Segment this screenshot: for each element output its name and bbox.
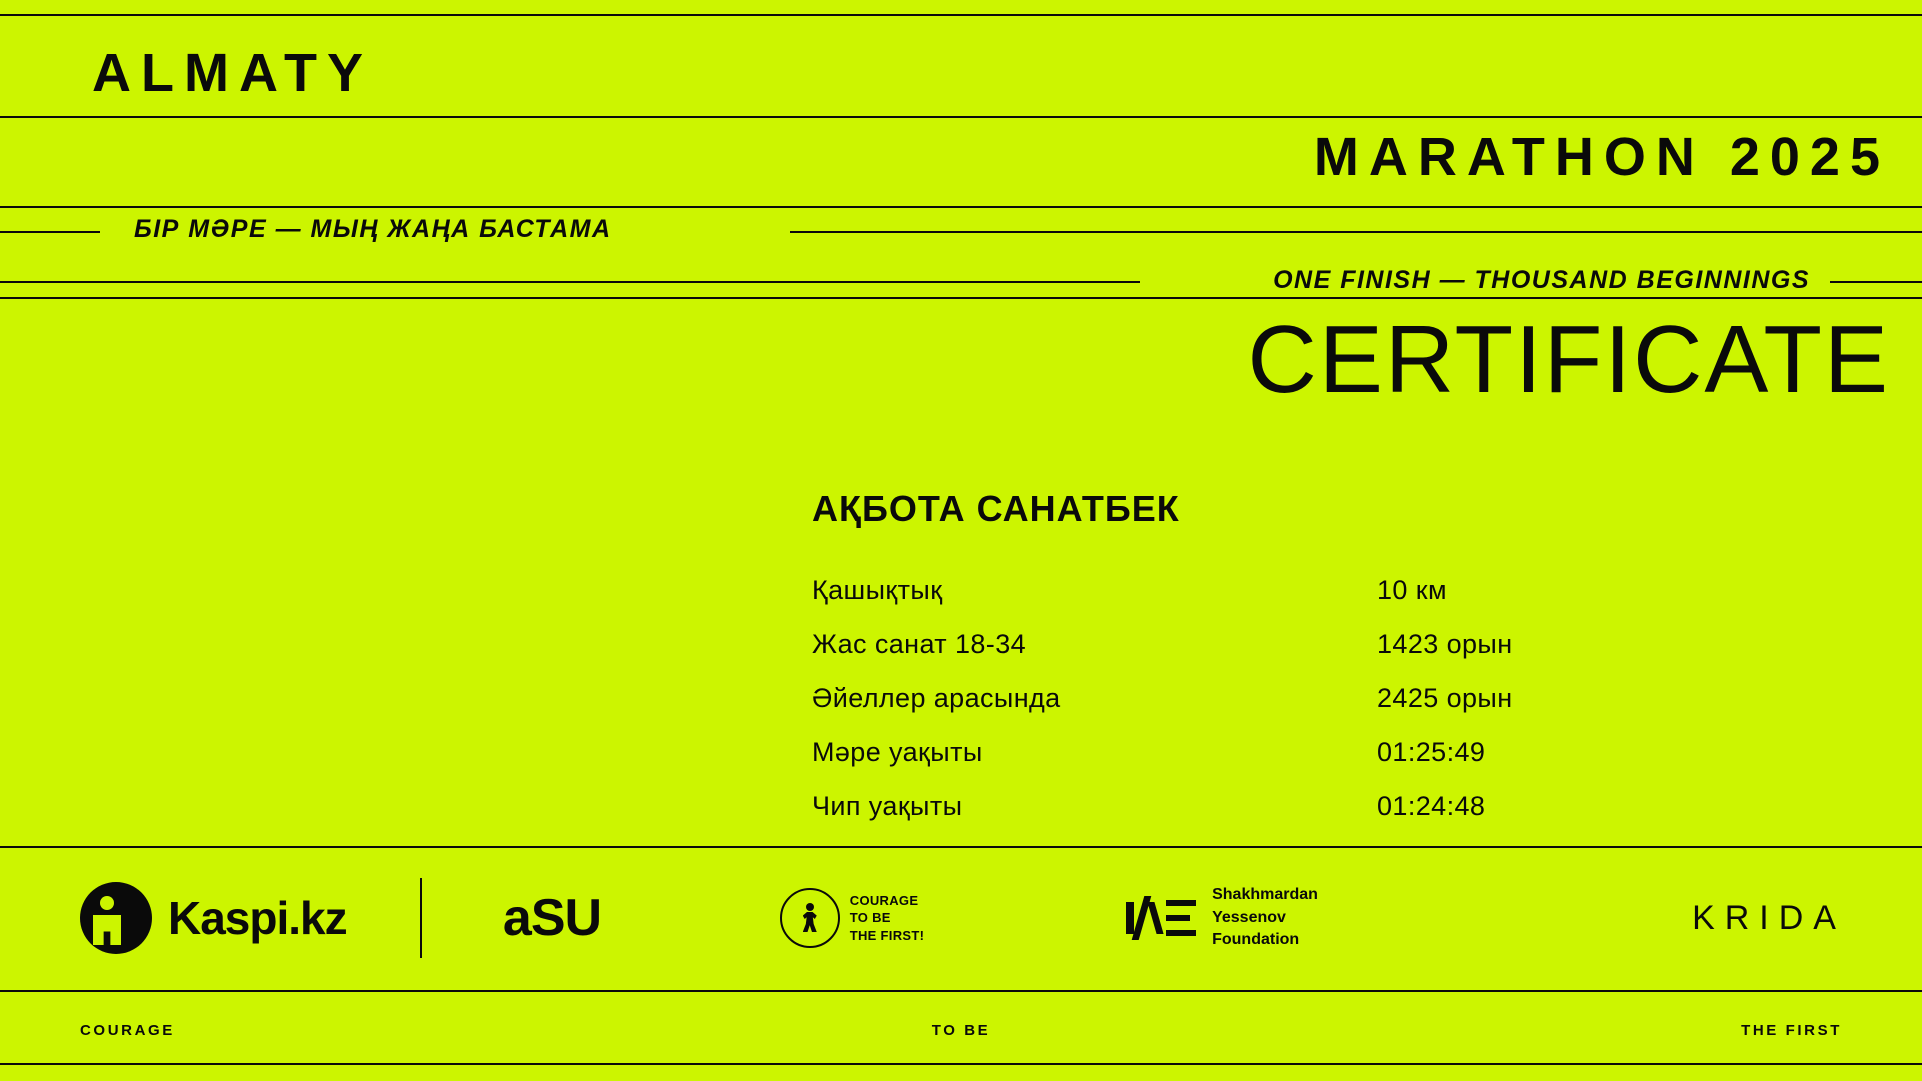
result-label: Жас санат 18-34 [812,629,1027,659]
krida-wordmark: KRIDA [1692,898,1846,937]
result-label: Әйеллер арасында [812,683,1061,713]
sy-line-2: Yessenov [1212,908,1286,926]
corporate-fund-wordmark [850,892,925,945]
sy-line-1: Shakhmardan [1212,886,1318,904]
divider-tagline-en-left [0,281,1140,283]
athlete-name: АҚБОТА САНАТБЕК [812,488,1180,529]
cf-line-1: COURAGE [849,892,919,908]
result-row [812,737,1592,768]
cf-line-3: THE FIRST! [849,927,925,943]
kaspi-logo-icon [80,882,152,954]
sy-line-3: Foundation [1212,931,1300,949]
result-value: 01:24:48 [1377,791,1486,821]
sponsor-yessenov-foundation [1022,846,1422,990]
sponsor-corporate-fund [682,846,1022,990]
page-title: CERTIFICATE [1247,306,1890,413]
result-row [812,575,1592,606]
footer-slogan [0,1022,1922,1039]
result-row [812,629,1592,660]
results-table [812,575,1592,845]
sponsor-kaspi [0,846,420,990]
result-value: 01:25:49 [1377,737,1486,767]
divider-top [0,14,1922,16]
yessenov-logo-icon [1126,896,1200,940]
divider-above-title [0,297,1922,299]
corporate-fund-icon [780,888,840,948]
kaspi-wordmark: Kaspi.kz [168,892,347,944]
result-label: Чип уақыты [812,791,963,821]
divider-bottom [0,1063,1922,1065]
footer-right: THE FIRST [1741,1022,1842,1039]
cf-line-2: TO BE [849,910,891,926]
tagline-kazakh: БІР МӘРЕ — МЫҢ ЖАҢА БАСТАМА [134,215,612,243]
divider-under-event [0,206,1922,208]
result-value: 10 км [1377,575,1447,605]
divider-tagline-kz-left [0,231,100,233]
footer-middle: TO BE [931,1022,991,1039]
footer-left: COURAGE [80,1022,175,1039]
divider-below-sponsors [0,990,1922,992]
asu-wordmark: aSU [502,889,602,947]
sponsor-krida [1422,846,1922,990]
divider-tagline-kz-right [790,231,1922,233]
yessenov-wordmark [1212,884,1318,951]
result-value: 2425 орын [1377,683,1513,713]
divider-under-city [0,116,1922,118]
result-row [812,683,1592,714]
city-wordmark: ALMATY [92,43,373,103]
result-label: Қашықтық [812,575,943,605]
tagline-english: ONE FINISH — THOUSAND BEGINNINGS [1273,266,1810,294]
result-label: Мәре уақыты [812,737,983,767]
sponsor-asu [422,846,682,990]
divider-tagline-en-right [1830,281,1922,283]
sponsor-strip [0,846,1922,990]
result-value: 1423 орын [1377,629,1513,659]
result-row [812,791,1592,822]
event-wordmark: MARATHON 2025 [1313,127,1890,187]
